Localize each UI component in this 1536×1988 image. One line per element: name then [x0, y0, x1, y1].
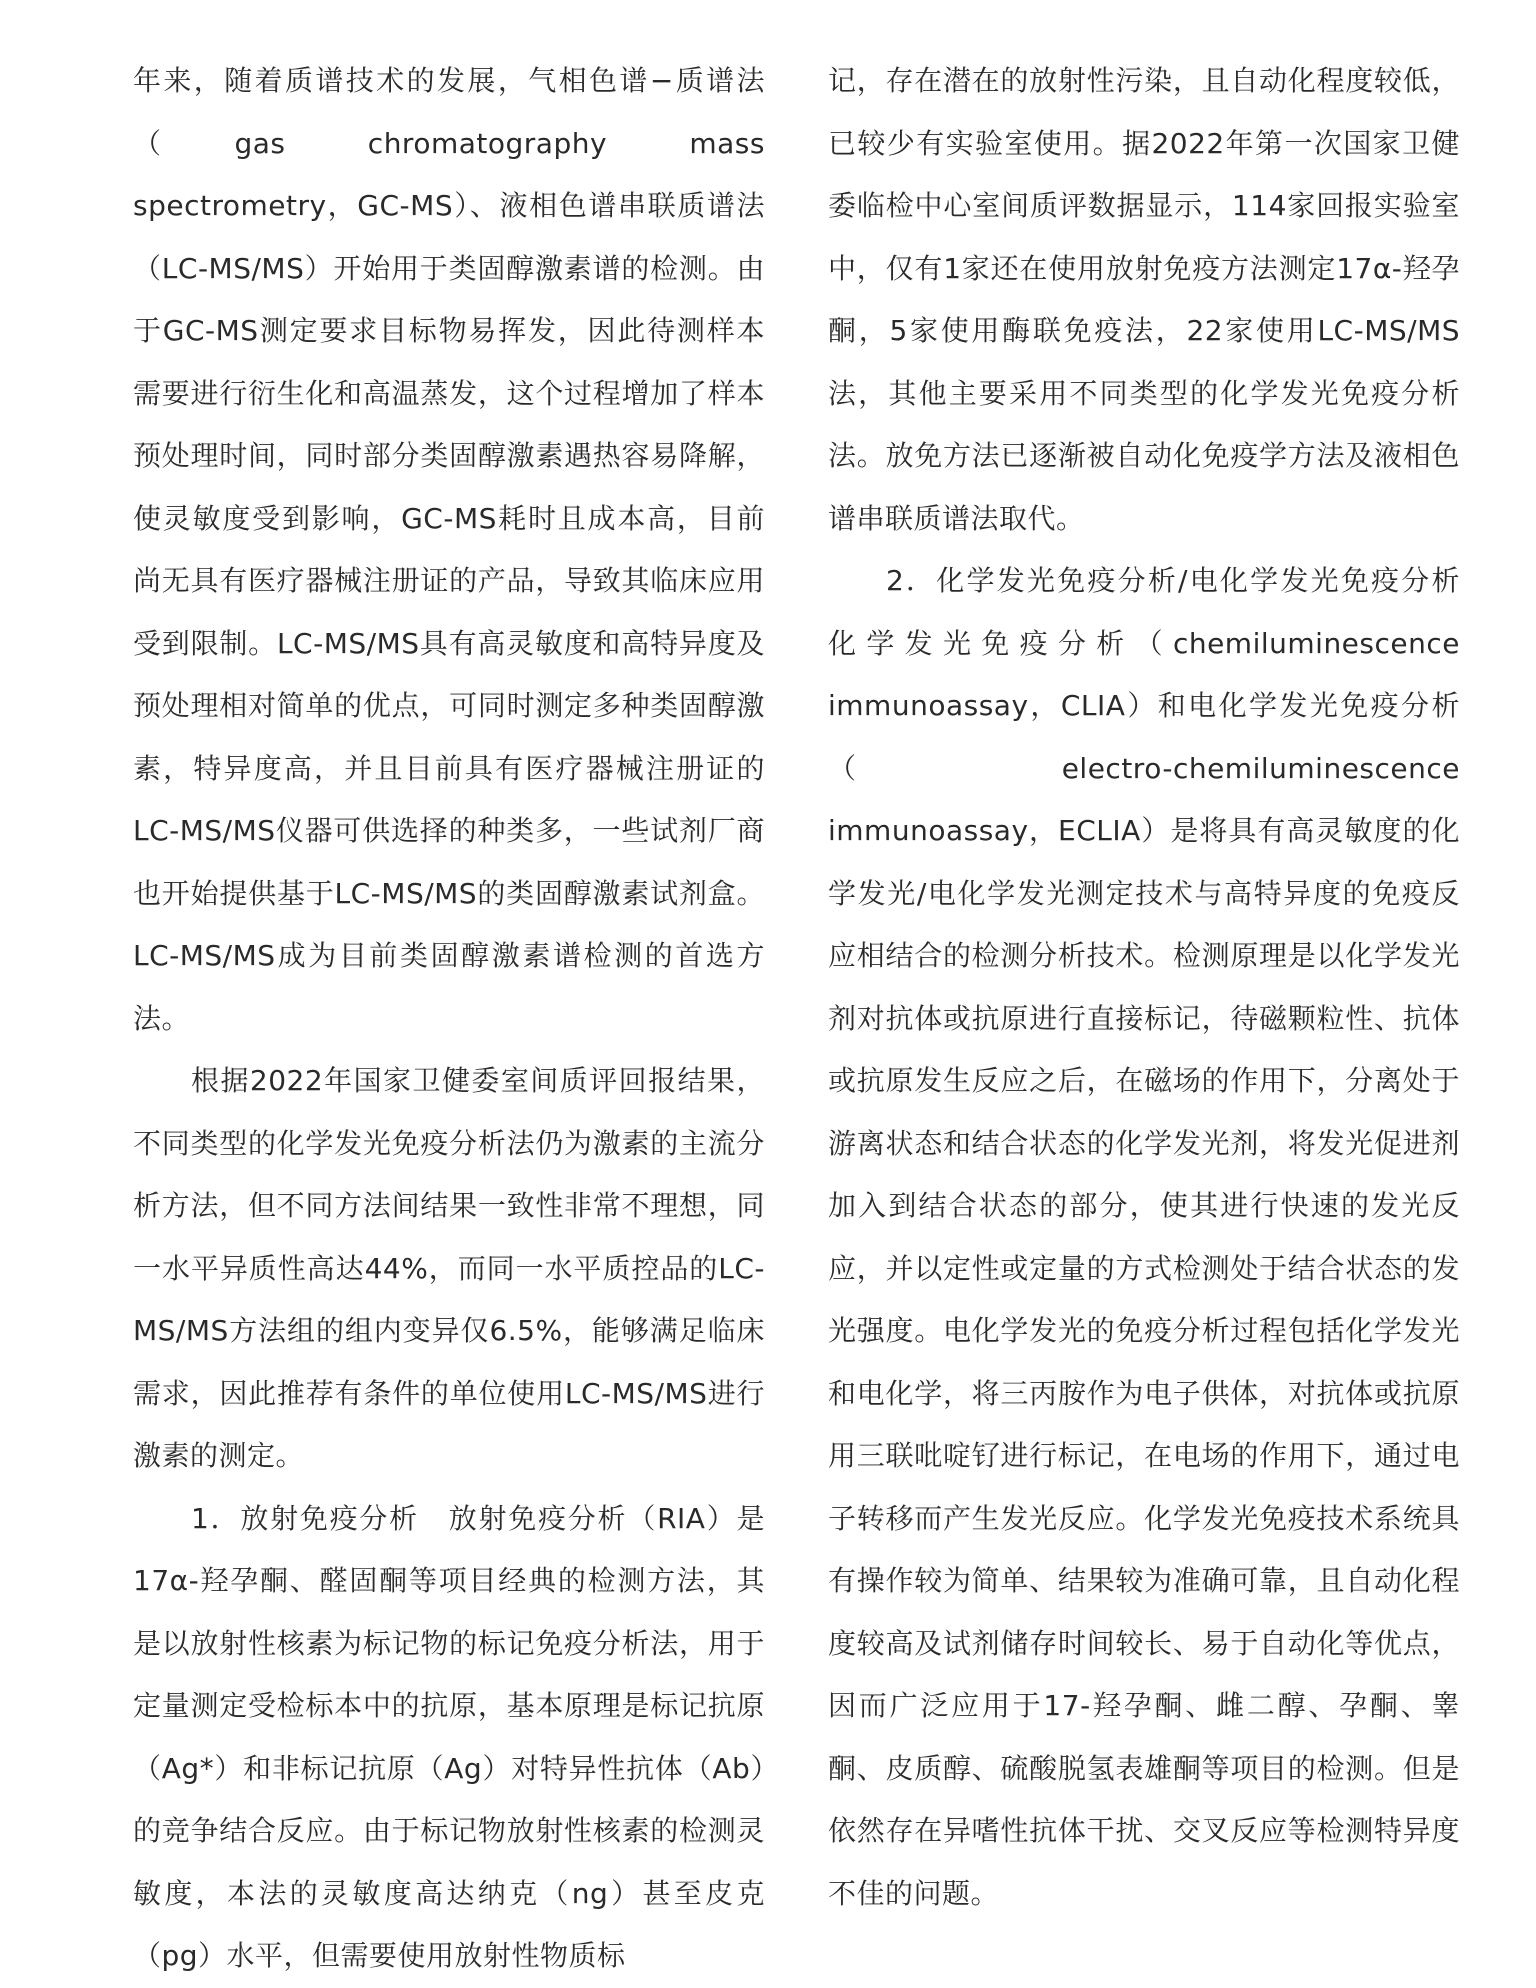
paragraph-eqa-results: 根据2022年国家卫健委室间质评回报结果，不同类型的化学发光免疫分析法仍为激素的主流分析方法，但不同方法间结果一致性非常不理想，同一水平异质性高达44%，而同一水平质控品的LC-MS/MS方法组的组内变异仅6.5%，能够满足临床需求，因此推荐有条件的单位使用LC-MS/MS进行激素的测定。 [133, 1064, 765, 1472]
paragraph-chemiluminescence: 2．化学发光免疫分析/电化学发光免疫分析 化学发光免疫分析（chemiluminescence immunoassay，CLIA）和电化学发光免疫分析（electro-chemiluminescence immunoassay，ECLIA）是将具有高灵敏度的化学发光/电化学发光测定技术与高特异度的免疫反应相结合的检测分析技术。检测原理是以化学发光剂对抗体或抗原进行直接标记，待磁颗粒性、抗体或抗原发生反应之后，在磁场的作用下，分离处于游离状态和结合状态的化学发光剂，将发光促进剂加入到结合状态的部分，使其进行快速的发光反应，并以定性或定量的方式检测处于结合状态的发光强度。电化学发光的免疫分析过程包括化学发光和电化学，将三丙胺作为电子供体，对抗体或抗原用三联吡啶钌进行标记，在电场的作用下，通过电子转移而产生发光反应。化学发光免疫技术系统具有操作较为简单、结果较为准确可靠，且自动化程度较高及试剂储存时间较长、易于自动化等优点，因而广泛应用于17-羟孕酮、雌二醇、孕酮、睾酮、皮质醇、硫酸脱氢表雄酮等项目的检测。但是依然存在异嗜性抗体干扰、交叉反应等检测特异度不佳的问题。 [828, 564, 1489, 1910]
left-column [133, 50, 765, 1988]
right-column [828, 50, 1489, 1925]
paragraph-radioimmunoassay: 1．放射免疫分析 放射免疫分析（RIA）是17α-羟孕酮、醛固酮等项目经典的检测方法，其是以放射性核素为标记物的标记免疫分析法，用于定量测定受检标本中的抗原，基本原理是标记抗原（Ag*）和非标记抗原（Ag）对特异性抗体（Ab）的竞争结合反应。由于标记物放射性核素的检测灵敏度，本法的灵敏度高达纳克（ng）甚至皮克（pg）水平，但需要使用放射性物质标 [133, 1501, 765, 1972]
paragraph-mass-spectrometry-intro: 年来，随着质谱技术的发展，气相色谱−质谱法（gas chromatography mass spectrometry，GC-MS）、液相色谱串联质谱法（LC-MS/MS）开始用于类固醇激素谱的检测。由于GC-MS测定要求目标物易挥发，因此待测样本需要进行衍生化和高温蒸发，这个过程增加了样本预处理时间，同时部分类固醇激素遇热容易降解，使灵敏度受到影响，GC-MS耗时且成本高，目前尚无具有医疗器械注册证的产品，导致其临床应用受到限制。LC-MS/MS具有高灵敏度和高特异度及预处理相对简单的优点，可同时测定多种类固醇激素，特异度高，并且目前具有医疗器械注册证的LC-MS/MS仪器可供选择的种类多，一些试剂厂商也开始提供基于LC-MS/MS的类固醇激素试剂盒。LC-MS/MS成为目前类固醇激素谱检测的首选方法。 [133, 64, 765, 1035]
paragraph-radioimmunoassay-continued: 记，存在潜在的放射性污染，且自动化程度较低，已较少有实验室使用。据2022年第一次国家卫健委临检中心室间质评数据显示，114家回报实验室中，仅有1家还在使用放射免疫方法测定17α-羟孕酮，5家使用酶联免疫法，22家使用LC-MS/MS法，其他主要采用不同类型的化学发光免疫分析法。放免方法已逐渐被自动化免疫学方法及液相色谱串联质谱法取代。 [828, 64, 1460, 535]
